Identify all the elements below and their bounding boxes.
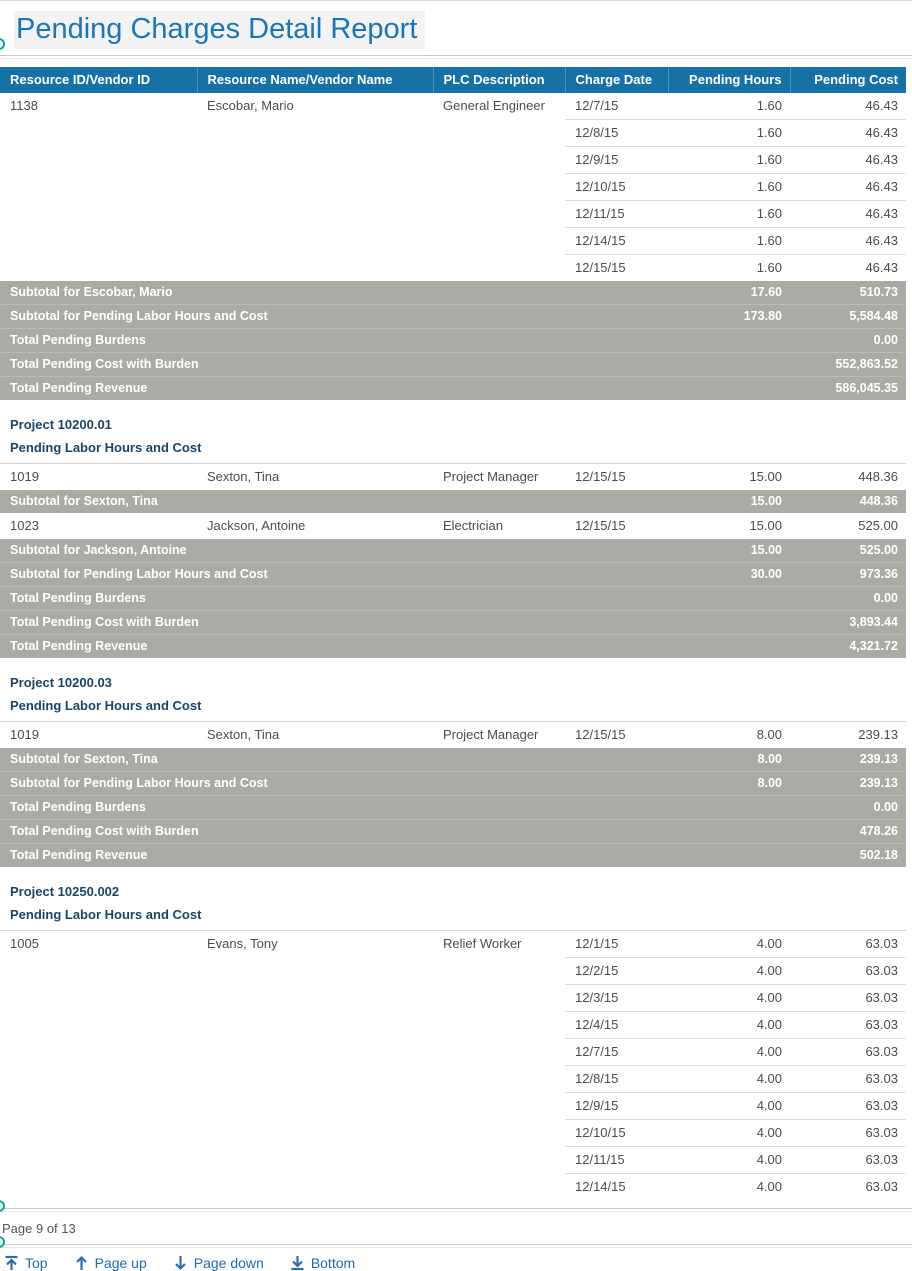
project-heading-row xyxy=(0,867,906,904)
col-header-resource-name: Resource Name/Vendor Name xyxy=(197,67,433,93)
resource-name-cell: Sexton, Tina xyxy=(207,469,280,484)
summary-cost-cell: 586,045.35 xyxy=(790,377,906,401)
summary-cost-cell: 502.18 xyxy=(790,844,906,868)
pending-hours-cell: 4.00 xyxy=(668,1147,790,1174)
charge-date-cell: 12/11/15 xyxy=(565,201,668,228)
detail-row xyxy=(0,1012,906,1039)
resource-id-cell: 1023 xyxy=(10,518,39,533)
page-break-line-bottom xyxy=(0,1208,912,1212)
summary-hours-cell: 15.00 xyxy=(668,539,790,563)
summary-label-cell: Subtotal for Pending Labor Hours and Cost xyxy=(0,563,668,587)
resource-id-cell xyxy=(0,228,197,255)
plc-cell xyxy=(433,958,565,985)
detail-row xyxy=(0,255,906,282)
resource-id-cell xyxy=(0,1120,197,1147)
resource-id-cell xyxy=(0,201,197,228)
pending-cost-cell: 63.03 xyxy=(790,1093,906,1120)
pending-cost-cell: 46.43 xyxy=(790,174,906,201)
detail-row xyxy=(0,201,906,228)
summary-label-cell: Total Pending Cost with Burden xyxy=(0,353,668,377)
plc-cell: General Engineer xyxy=(443,98,545,113)
charge-date-cell: 12/3/15 xyxy=(565,985,668,1012)
summary-row xyxy=(0,563,906,587)
summary-row xyxy=(0,772,906,796)
pending-cost-cell: 63.03 xyxy=(790,1012,906,1039)
summary-cost-cell: 5,584.48 xyxy=(790,305,906,329)
charge-date-cell: 12/15/15 xyxy=(575,469,626,484)
charge-date-cell: 12/8/15 xyxy=(565,120,668,147)
detail-row xyxy=(0,1147,906,1174)
report-nav-bar xyxy=(0,1248,912,1271)
summary-label-cell: Total Pending Burdens xyxy=(0,796,668,820)
pending-cost-cell: 46.43 xyxy=(790,120,906,147)
charge-date-cell: 12/7/15 xyxy=(565,1039,668,1066)
summary-label-cell: Total Pending Revenue xyxy=(0,844,668,868)
resource-id-cell: 1019 xyxy=(10,727,39,742)
nav-page-down-link[interactable] xyxy=(173,1255,264,1271)
pending-hours-cell: 1.60 xyxy=(668,120,790,147)
page-title: Pending Charges Detail Report xyxy=(14,11,425,49)
summary-hours-cell xyxy=(668,635,790,659)
resource-name-cell xyxy=(197,201,433,228)
charge-date-cell: 12/8/15 xyxy=(565,1066,668,1093)
summary-label-cell: Subtotal for Pending Labor Hours and Cost xyxy=(0,305,668,329)
nav-top-label: Top xyxy=(25,1255,48,1271)
pending-cost-cell: 46.43 xyxy=(790,147,906,174)
resource-name-cell xyxy=(197,1066,433,1093)
summary-row xyxy=(0,796,906,820)
summary-row xyxy=(0,377,906,401)
project-heading: Project 10200.01 xyxy=(10,417,112,432)
summary-row xyxy=(0,635,906,659)
summary-row xyxy=(0,611,906,635)
summary-hours-cell xyxy=(668,587,790,611)
report-table-body xyxy=(0,93,906,1200)
bottom-arrow-icon xyxy=(290,1255,305,1271)
section-subheading: Pending Labor Hours and Cost xyxy=(0,437,906,464)
summary-label-cell: Total Pending Burdens xyxy=(0,587,668,611)
pending-hours-cell: 4.00 xyxy=(668,958,790,985)
detail-row xyxy=(0,1066,906,1093)
pending-cost-cell: 448.36 xyxy=(858,469,898,484)
summary-label-cell: Subtotal for Escobar, Mario xyxy=(0,281,668,305)
plc-cell xyxy=(433,120,565,147)
summary-row xyxy=(0,748,906,772)
charge-date-cell: 12/7/15 xyxy=(575,98,619,113)
page-down-arrow-icon xyxy=(173,1255,188,1271)
plc-cell xyxy=(433,1093,565,1120)
project-heading: Project 10250.002 xyxy=(10,884,120,899)
resource-name-cell xyxy=(197,1120,433,1147)
resource-id-cell xyxy=(0,985,197,1012)
plc-cell xyxy=(433,147,565,174)
summary-cost-cell: 239.13 xyxy=(790,772,906,796)
pending-hours-cell: 4.00 xyxy=(668,985,790,1012)
plc-cell xyxy=(433,1012,565,1039)
resource-name-cell xyxy=(197,985,433,1012)
resource-id-cell xyxy=(0,120,197,147)
pending-hours-cell: 4.00 xyxy=(668,1093,790,1120)
detail-row xyxy=(0,722,906,749)
resource-id-cell: 1138 xyxy=(10,98,38,113)
detail-row xyxy=(0,958,906,985)
summary-cost-cell: 0.00 xyxy=(790,329,906,353)
section-subheading: Pending Labor Hours and Cost xyxy=(0,695,906,722)
pending-hours-cell: 4.00 xyxy=(668,1120,790,1147)
summary-label-cell: Subtotal for Pending Labor Hours and Cost xyxy=(0,772,668,796)
nav-page-up-label: Page up xyxy=(94,1255,147,1271)
charge-date-cell: 12/15/15 xyxy=(575,727,626,742)
col-header-pending-cost: Pending Cost xyxy=(790,67,906,93)
project-heading-row xyxy=(0,658,906,695)
summary-cost-cell: 973.36 xyxy=(790,563,906,587)
plc-cell: Project Manager xyxy=(443,727,539,742)
plc-cell xyxy=(433,985,565,1012)
resource-name-cell xyxy=(197,255,433,282)
pending-hours-cell: 1.60 xyxy=(668,174,790,201)
pending-hours-cell: 15.00 xyxy=(749,518,782,533)
section-subheading-row xyxy=(0,437,906,464)
charge-date-cell: 12/10/15 xyxy=(565,1120,668,1147)
pending-hours-cell: 4.00 xyxy=(668,1174,790,1201)
detail-row xyxy=(0,985,906,1012)
summary-label-cell: Total Pending Revenue xyxy=(0,377,668,401)
plc-cell xyxy=(433,1066,565,1093)
pending-cost-cell: 63.03 xyxy=(790,1120,906,1147)
top-arrow-icon xyxy=(4,1255,19,1271)
plc-cell xyxy=(433,201,565,228)
summary-cost-cell: 239.13 xyxy=(790,748,906,772)
summary-hours-cell: 8.00 xyxy=(668,772,790,796)
summary-row xyxy=(0,329,906,353)
col-header-pending-hours: Pending Hours xyxy=(668,67,790,93)
plc-cell: Electrician xyxy=(443,518,503,533)
detail-row xyxy=(0,93,906,120)
resource-name-cell xyxy=(197,228,433,255)
page-break-line-top xyxy=(0,55,912,59)
summary-row xyxy=(0,539,906,563)
resource-id-cell xyxy=(0,1066,197,1093)
charge-date-cell: 12/14/15 xyxy=(565,1174,668,1201)
pending-hours-cell: 4.00 xyxy=(756,936,782,951)
resource-name-cell xyxy=(197,1174,433,1201)
nav-page-down-label: Page down xyxy=(193,1255,264,1271)
section-subheading: Pending Labor Hours and Cost xyxy=(0,904,906,931)
detail-row xyxy=(0,1093,906,1120)
charge-date-cell: 12/2/15 xyxy=(565,958,668,985)
pending-hours-cell: 1.60 xyxy=(668,201,790,228)
pending-cost-cell: 63.03 xyxy=(865,936,898,951)
summary-row xyxy=(0,353,906,377)
charge-date-cell: 12/15/15 xyxy=(575,518,626,533)
plc-cell xyxy=(433,1147,565,1174)
report-header xyxy=(0,1,912,55)
summary-hours-cell: 30.00 xyxy=(668,563,790,587)
summary-hours-cell xyxy=(668,796,790,820)
pending-hours-cell: 4.00 xyxy=(668,1066,790,1093)
project-heading-row xyxy=(0,400,906,437)
nav-bottom-link[interactable] xyxy=(290,1255,355,1271)
detail-row xyxy=(0,931,906,958)
pending-hours-cell: 4.00 xyxy=(668,1012,790,1039)
pending-charges-table xyxy=(0,67,906,1200)
resource-id-cell xyxy=(0,1012,197,1039)
plc-cell xyxy=(433,228,565,255)
summary-row xyxy=(0,820,906,844)
summary-hours-cell xyxy=(668,820,790,844)
page-anchor-icon xyxy=(0,1200,5,1212)
section-subheading-row xyxy=(0,904,906,931)
summary-hours-cell: 173.80 xyxy=(668,305,790,329)
summary-hours-cell: 15.00 xyxy=(668,490,790,513)
page-break-line-footer xyxy=(0,1244,912,1248)
resource-id-cell xyxy=(0,1174,197,1201)
pending-hours-cell: 8.00 xyxy=(756,727,782,742)
summary-row xyxy=(0,281,906,305)
charge-date-cell: 12/4/15 xyxy=(565,1012,668,1039)
summary-label-cell: Subtotal for Jackson, Antoine xyxy=(0,539,668,563)
resource-name-cell: Jackson, Antoine xyxy=(207,518,306,533)
summary-label-cell: Subtotal for Sexton, Tina xyxy=(0,490,668,513)
resource-id-cell xyxy=(0,174,197,201)
summary-row xyxy=(0,305,906,329)
summary-row xyxy=(0,490,906,513)
pending-hours-cell: 15.00 xyxy=(749,469,782,484)
resource-name-cell xyxy=(197,174,433,201)
summary-label-cell: Total Pending Revenue xyxy=(0,635,668,659)
pending-cost-cell: 63.03 xyxy=(790,1039,906,1066)
resource-id-cell xyxy=(0,1147,197,1174)
nav-bottom-label: Bottom xyxy=(310,1255,356,1271)
col-header-resource-id: Resource ID/Vendor ID xyxy=(0,67,197,93)
summary-cost-cell: 0.00 xyxy=(790,796,906,820)
summary-label-cell: Subtotal for Sexton, Tina xyxy=(0,748,668,772)
pending-cost-cell: 46.43 xyxy=(790,255,906,282)
resource-id-cell xyxy=(0,147,197,174)
plc-cell xyxy=(433,255,565,282)
col-header-plc: PLC Description xyxy=(433,67,565,93)
summary-cost-cell: 4,321.72 xyxy=(790,635,906,659)
summary-hours-cell xyxy=(668,611,790,635)
pending-cost-cell: 525.00 xyxy=(858,518,898,533)
charge-date-cell: 12/9/15 xyxy=(565,147,668,174)
resource-id-cell xyxy=(0,1039,197,1066)
summary-label-cell: Total Pending Cost with Burden xyxy=(0,820,668,844)
summary-cost-cell: 525.00 xyxy=(790,539,906,563)
resource-name-cell: Sexton, Tina xyxy=(207,727,280,742)
resource-id-cell xyxy=(0,958,197,985)
plc-cell xyxy=(433,1039,565,1066)
page-indicator: Page 9 of 13 xyxy=(2,1221,76,1236)
detail-row xyxy=(0,120,906,147)
charge-date-cell: 12/14/15 xyxy=(565,228,668,255)
summary-cost-cell: 3,893.44 xyxy=(790,611,906,635)
pending-cost-cell: 239.13 xyxy=(858,727,898,742)
detail-row xyxy=(0,1039,906,1066)
summary-row xyxy=(0,844,906,868)
pending-cost-cell: 63.03 xyxy=(790,1066,906,1093)
detail-row xyxy=(0,464,906,491)
summary-cost-cell: 448.36 xyxy=(790,490,906,513)
table-header-row xyxy=(0,67,906,93)
plc-cell: Project Manager xyxy=(443,469,539,484)
summary-cost-cell: 552,863.52 xyxy=(790,353,906,377)
summary-label-cell: Total Pending Burdens xyxy=(0,329,668,353)
nav-page-up-link[interactable] xyxy=(74,1255,147,1271)
pending-hours-cell: 1.60 xyxy=(668,255,790,282)
summary-hours-cell xyxy=(668,844,790,868)
project-heading: Project 10200.03 xyxy=(10,675,112,690)
summary-cost-cell: 510.73 xyxy=(790,281,906,305)
pending-cost-cell: 63.03 xyxy=(790,1147,906,1174)
pending-hours-cell: 4.00 xyxy=(668,1039,790,1066)
charge-date-cell: 12/11/15 xyxy=(565,1147,668,1174)
summary-hours-cell xyxy=(668,353,790,377)
plc-cell xyxy=(433,1120,565,1147)
detail-row xyxy=(0,147,906,174)
nav-top-link[interactable] xyxy=(4,1255,48,1271)
summary-hours-cell xyxy=(668,329,790,353)
resource-name-cell xyxy=(197,1147,433,1174)
summary-row xyxy=(0,587,906,611)
detail-row xyxy=(0,174,906,201)
resource-id-cell: 1019 xyxy=(10,469,39,484)
col-header-charge-date: Charge Date xyxy=(565,67,668,93)
detail-row xyxy=(0,228,906,255)
summary-cost-cell: 478.26 xyxy=(790,820,906,844)
pending-cost-cell: 46.43 xyxy=(790,228,906,255)
resource-name-cell xyxy=(197,1039,433,1066)
resource-name-cell xyxy=(197,958,433,985)
detail-row xyxy=(0,513,906,539)
resource-name-cell xyxy=(197,1012,433,1039)
plc-cell xyxy=(433,174,565,201)
pending-hours-cell: 1.60 xyxy=(668,147,790,174)
pending-cost-cell: 63.03 xyxy=(790,1174,906,1201)
pending-cost-cell: 46.43 xyxy=(865,98,898,113)
pending-hours-cell: 1.60 xyxy=(756,98,782,113)
summary-hours-cell: 17.60 xyxy=(668,281,790,305)
detail-row xyxy=(0,1174,906,1201)
pending-cost-cell: 46.43 xyxy=(790,201,906,228)
resource-name-cell: Evans, Tony xyxy=(207,936,278,951)
charge-date-cell: 12/1/15 xyxy=(575,936,619,951)
summary-cost-cell: 0.00 xyxy=(790,587,906,611)
summary-hours-cell xyxy=(668,377,790,401)
resource-id-cell xyxy=(0,255,197,282)
resource-name-cell xyxy=(197,1093,433,1120)
summary-label-cell: Total Pending Cost with Burden xyxy=(0,611,668,635)
summary-hours-cell: 8.00 xyxy=(668,748,790,772)
resource-name-cell xyxy=(197,147,433,174)
resource-name-cell xyxy=(197,120,433,147)
section-subheading-row xyxy=(0,695,906,722)
pending-hours-cell: 1.60 xyxy=(668,228,790,255)
detail-row xyxy=(0,1120,906,1147)
charge-date-cell: 12/15/15 xyxy=(565,255,668,282)
resource-id-cell: 1005 xyxy=(10,936,39,951)
plc-cell: Relief Worker xyxy=(443,936,522,951)
pending-cost-cell: 63.03 xyxy=(790,985,906,1012)
charge-date-cell: 12/9/15 xyxy=(565,1093,668,1120)
page-up-arrow-icon xyxy=(74,1255,89,1271)
charge-date-cell: 12/10/15 xyxy=(565,174,668,201)
resource-id-cell xyxy=(0,1093,197,1120)
plc-cell xyxy=(433,1174,565,1201)
resource-name-cell: Escobar, Mario xyxy=(207,98,294,113)
pending-cost-cell: 63.03 xyxy=(790,958,906,985)
